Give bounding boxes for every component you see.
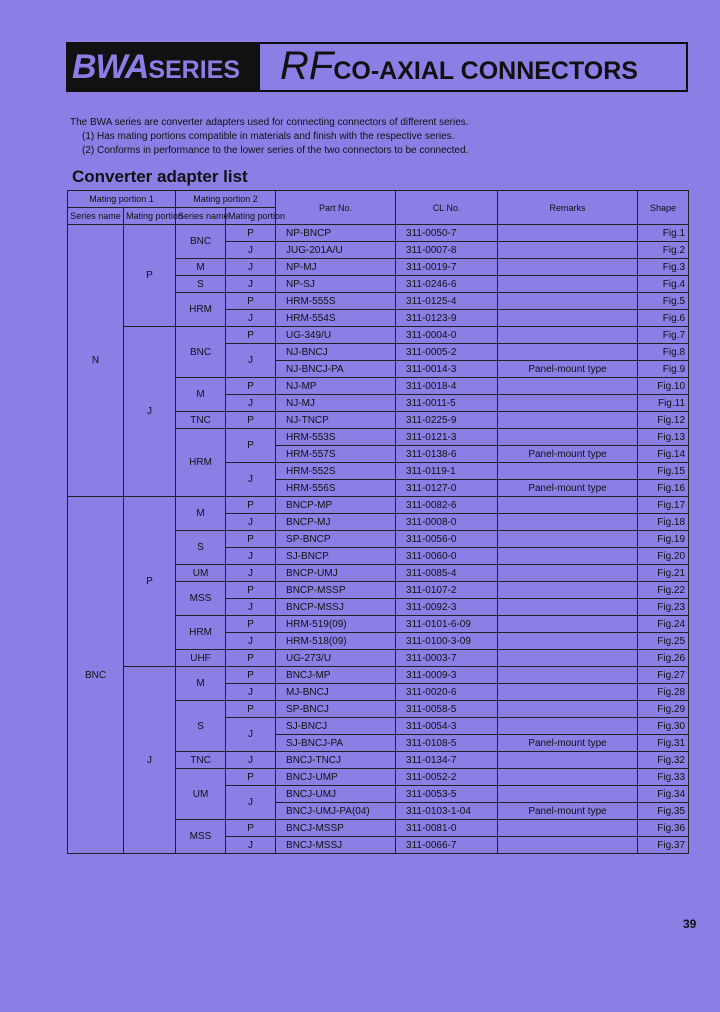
mating-portion-2-cell: J — [226, 242, 276, 259]
part-no-cell: BNCJ-MSSJ — [276, 837, 396, 854]
cl-no-cell: 311-0108-5 — [396, 735, 498, 752]
series-name-2-cell: UHF — [176, 650, 226, 667]
remarks-cell: Panel-mount type — [498, 735, 638, 752]
mating-portion-1-cell: P — [124, 497, 176, 667]
mating-portion-2-cell: P — [226, 769, 276, 786]
cl-no-cell: 311-0121-3 — [396, 429, 498, 446]
shape-cell: Fig.21 — [638, 565, 689, 582]
series-name-2-cell: BNC — [176, 225, 226, 259]
series-name-2-cell: UM — [176, 769, 226, 820]
series-name-2-cell: S — [176, 531, 226, 565]
remarks-cell — [498, 463, 638, 480]
cl-no-cell: 311-0101-6-09 — [396, 616, 498, 633]
part-no-cell: SJ-BNCJ — [276, 718, 396, 735]
cl-no-cell: 311-0107-2 — [396, 582, 498, 599]
remarks-cell — [498, 429, 638, 446]
cl-no-cell: 311-0050-7 — [396, 225, 498, 242]
shape-cell: Fig.18 — [638, 514, 689, 531]
mating-portion-2-cell: J — [226, 786, 276, 820]
shape-cell: Fig.8 — [638, 344, 689, 361]
series-name-2-cell: MSS — [176, 582, 226, 616]
mating-portion-2-cell: J — [226, 633, 276, 650]
cl-no-cell: 311-0009-3 — [396, 667, 498, 684]
cl-no-cell: 311-0007-8 — [396, 242, 498, 259]
shape-cell: Fig.19 — [638, 531, 689, 548]
series-word: SERIES — [148, 56, 241, 84]
remarks-cell — [498, 293, 638, 310]
series-name-1-cell: BNC — [68, 497, 124, 854]
shape-cell: Fig.20 — [638, 548, 689, 565]
header-shape: Shape — [638, 191, 689, 225]
shape-cell: Fig.26 — [638, 650, 689, 667]
series-name-2-cell: HRM — [176, 429, 226, 497]
cl-no-cell: 311-0066-7 — [396, 837, 498, 854]
series-name-2-cell: HRM — [176, 293, 226, 327]
shape-cell: Fig.23 — [638, 599, 689, 616]
shape-cell: Fig.34 — [638, 786, 689, 803]
shape-cell: Fig.11 — [638, 395, 689, 412]
cl-no-cell: 311-0134-7 — [396, 752, 498, 769]
mating-portion-2-cell: J — [226, 310, 276, 327]
mating-portion-2-cell: J — [226, 599, 276, 616]
cl-no-cell: 311-0011-5 — [396, 395, 498, 412]
cl-no-cell: 311-0082-6 — [396, 497, 498, 514]
remarks-cell — [498, 276, 638, 293]
cl-no-cell: 311-0053-5 — [396, 786, 498, 803]
part-no-cell: SJ-BNCP — [276, 548, 396, 565]
intro-item-2: (2) Conforms in performance to the lower series of the two connectors to be connected. — [82, 145, 469, 156]
cl-no-cell: 311-0019-7 — [396, 259, 498, 276]
mating-portion-2-cell: J — [226, 344, 276, 378]
shape-cell: Fig.30 — [638, 718, 689, 735]
header-mating-portion-1: Mating portion 1 — [68, 191, 176, 208]
mating-portion-2-cell: P — [226, 820, 276, 837]
cl-no-cell: 311-0060-0 — [396, 548, 498, 565]
series-name-2-cell: M — [176, 667, 226, 701]
shape-cell: Fig.17 — [638, 497, 689, 514]
shape-cell: Fig.28 — [638, 684, 689, 701]
remarks-cell: Panel-mount type — [498, 361, 638, 378]
rf-label: RF — [280, 44, 334, 88]
shape-cell: Fig.9 — [638, 361, 689, 378]
part-no-cell: BNCJ-UMP — [276, 769, 396, 786]
mating-portion-2-cell: P — [226, 616, 276, 633]
cl-no-cell: 311-0005-2 — [396, 344, 498, 361]
shape-cell: Fig.13 — [638, 429, 689, 446]
shape-cell: Fig.27 — [638, 667, 689, 684]
shape-cell: Fig.5 — [638, 293, 689, 310]
remarks-cell — [498, 344, 638, 361]
header-remarks: Remarks — [498, 191, 638, 225]
cl-no-cell: 311-0052-2 — [396, 769, 498, 786]
part-no-cell: HRM-552S — [276, 463, 396, 480]
part-no-cell: HRM-555S — [276, 293, 396, 310]
cl-no-cell: 311-0058-5 — [396, 701, 498, 718]
shape-cell: Fig.35 — [638, 803, 689, 820]
remarks-cell — [498, 327, 638, 344]
part-no-cell: NP-SJ — [276, 276, 396, 293]
remarks-cell — [498, 412, 638, 429]
product-title — [280, 44, 638, 90]
remarks-cell — [498, 616, 638, 633]
title-rest: CO-AXIAL CONNECTORS — [333, 57, 638, 85]
remarks-cell — [498, 310, 638, 327]
table-row — [68, 667, 689, 684]
shape-cell: Fig.4 — [638, 276, 689, 293]
table-row — [68, 225, 689, 242]
part-no-cell: BNCP-MP — [276, 497, 396, 514]
header-series-name-2: Series name — [176, 208, 226, 225]
shape-cell: Fig.12 — [638, 412, 689, 429]
remarks-cell — [498, 225, 638, 242]
series-name-2-cell: BNC — [176, 327, 226, 378]
cl-no-cell: 311-0092-3 — [396, 599, 498, 616]
series-name-2-cell: MSS — [176, 820, 226, 854]
mating-portion-2-cell: J — [226, 514, 276, 531]
part-no-cell: HRM-519(09) — [276, 616, 396, 633]
cl-no-cell: 311-0004-0 — [396, 327, 498, 344]
part-no-cell: NP-MJ — [276, 259, 396, 276]
mating-portion-2-cell: J — [226, 684, 276, 701]
shape-cell: Fig.14 — [638, 446, 689, 463]
cl-no-cell: 311-0081-0 — [396, 820, 498, 837]
cl-no-cell: 311-0119-1 — [396, 463, 498, 480]
mating-portion-2-cell: P — [226, 582, 276, 599]
shape-cell: Fig.33 — [638, 769, 689, 786]
part-no-cell: BNCJ-UMJ — [276, 786, 396, 803]
shape-cell: Fig.1 — [638, 225, 689, 242]
intro-line: The BWA series are converter adapters used for connecting connectors of different series. — [70, 117, 469, 128]
table-header-row — [68, 191, 689, 208]
cl-no-cell: 311-0123-9 — [396, 310, 498, 327]
remarks-cell — [498, 548, 638, 565]
mating-portion-2-cell: J — [226, 276, 276, 293]
shape-cell: Fig.6 — [638, 310, 689, 327]
title-banner — [66, 42, 688, 92]
part-no-cell: HRM-518(09) — [276, 633, 396, 650]
remarks-cell — [498, 378, 638, 395]
part-no-cell: BNCJ-UMJ-PA(04) — [276, 803, 396, 820]
part-no-cell: NJ-BNCJ — [276, 344, 396, 361]
mating-portion-2-cell: P — [226, 429, 276, 463]
shape-cell: Fig.31 — [638, 735, 689, 752]
mating-portion-2-cell: J — [226, 752, 276, 769]
mating-portion-2-cell: P — [226, 378, 276, 395]
header-mating-portion-2: Mating portion 2 — [176, 191, 276, 208]
part-no-cell: HRM-557S — [276, 446, 396, 463]
part-no-cell: BNCP-MSSJ — [276, 599, 396, 616]
part-no-cell: UG-273/U — [276, 650, 396, 667]
remarks-cell — [498, 531, 638, 548]
intro-text — [70, 116, 469, 158]
cl-no-cell: 311-0085-4 — [396, 565, 498, 582]
mating-portion-2-cell: P — [226, 701, 276, 718]
mating-portion-1-cell: J — [124, 667, 176, 854]
series-name-2-cell: TNC — [176, 412, 226, 429]
remarks-cell — [498, 837, 638, 854]
series-name-2-cell: S — [176, 276, 226, 293]
part-no-cell: NJ-TNCP — [276, 412, 396, 429]
mating-portion-2-cell: J — [226, 565, 276, 582]
cl-no-cell: 311-0103-1-04 — [396, 803, 498, 820]
remarks-cell: Panel-mount type — [498, 803, 638, 820]
mating-portion-2-cell: P — [226, 412, 276, 429]
part-no-cell: BNCP-MJ — [276, 514, 396, 531]
cl-no-cell: 311-0246-6 — [396, 276, 498, 293]
series-name-2-cell: HRM — [176, 616, 226, 650]
part-no-cell: UG-349/U — [276, 327, 396, 344]
mating-portion-2-cell: P — [226, 650, 276, 667]
remarks-cell — [498, 497, 638, 514]
remarks-cell — [498, 599, 638, 616]
shape-cell: Fig.37 — [638, 837, 689, 854]
page-number: 39 — [683, 917, 697, 931]
remarks-cell — [498, 650, 638, 667]
table-row — [68, 327, 689, 344]
remarks-cell — [498, 242, 638, 259]
series-name: BWA — [72, 48, 149, 86]
mating-portion-1-cell: P — [124, 225, 176, 327]
remarks-cell — [498, 565, 638, 582]
mating-portion-2-cell: P — [226, 531, 276, 548]
part-no-cell: NJ-BNCJ-PA — [276, 361, 396, 378]
series-name-2-cell: TNC — [176, 752, 226, 769]
remarks-cell — [498, 633, 638, 650]
remarks-cell — [498, 667, 638, 684]
part-no-cell: HRM-553S — [276, 429, 396, 446]
series-name-2-cell: M — [176, 378, 226, 412]
part-no-cell: NJ-MP — [276, 378, 396, 395]
part-no-cell: MJ-BNCJ — [276, 684, 396, 701]
part-no-cell: BNCJ-MSSP — [276, 820, 396, 837]
part-no-cell: BNCJ-TNCJ — [276, 752, 396, 769]
intro-item-1: (1) Has mating portions compatible in materials and finish with the respective series. — [82, 131, 455, 142]
series-title — [68, 44, 260, 90]
header-cl-no: CL No. — [396, 191, 498, 225]
shape-cell: Fig.3 — [638, 259, 689, 276]
remarks-cell — [498, 752, 638, 769]
part-no-cell: BNCJ-MP — [276, 667, 396, 684]
remarks-cell: Panel-mount type — [498, 446, 638, 463]
series-name-2-cell: M — [176, 497, 226, 531]
cl-no-cell: 311-0020-6 — [396, 684, 498, 701]
shape-cell: Fig.10 — [638, 378, 689, 395]
mating-portion-2-cell: J — [226, 718, 276, 752]
series-name-1-cell: N — [68, 225, 124, 497]
remarks-cell — [498, 701, 638, 718]
mating-portion-2-cell: P — [226, 293, 276, 310]
cl-no-cell: 311-0003-7 — [396, 650, 498, 667]
remarks-cell — [498, 718, 638, 735]
mating-portion-2-cell: J — [226, 548, 276, 565]
part-no-cell: NP-BNCP — [276, 225, 396, 242]
section-title: Converter adapter list — [72, 167, 248, 186]
part-no-cell: JUG-201A/U — [276, 242, 396, 259]
cl-no-cell: 311-0018-4 — [396, 378, 498, 395]
shape-cell: Fig.2 — [638, 242, 689, 259]
series-name-2-cell: S — [176, 701, 226, 752]
shape-cell: Fig.16 — [638, 480, 689, 497]
part-no-cell: BNCP-UMJ — [276, 565, 396, 582]
remarks-cell — [498, 820, 638, 837]
mating-portion-2-cell: P — [226, 327, 276, 344]
mating-portion-2-cell: P — [226, 497, 276, 514]
part-no-cell: SP-BNCJ — [276, 701, 396, 718]
mating-portion-2-cell: P — [226, 667, 276, 684]
shape-cell: Fig.22 — [638, 582, 689, 599]
cl-no-cell: 311-0054-3 — [396, 718, 498, 735]
shape-cell: Fig.7 — [638, 327, 689, 344]
mating-portion-2-cell: J — [226, 259, 276, 276]
cl-no-cell: 311-0125-4 — [396, 293, 498, 310]
shape-cell: Fig.15 — [638, 463, 689, 480]
remarks-cell — [498, 582, 638, 599]
header-series-name-1: Series name — [68, 208, 124, 225]
remarks-cell — [498, 684, 638, 701]
shape-cell: Fig.32 — [638, 752, 689, 769]
part-no-cell: SP-BNCP — [276, 531, 396, 548]
mating-portion-2-cell: J — [226, 463, 276, 497]
series-name-2-cell: M — [176, 259, 226, 276]
part-no-cell: NJ-MJ — [276, 395, 396, 412]
cl-no-cell: 311-0225-9 — [396, 412, 498, 429]
cl-no-cell: 311-0056-0 — [396, 531, 498, 548]
shape-cell: Fig.25 — [638, 633, 689, 650]
part-no-cell: HRM-554S — [276, 310, 396, 327]
cl-no-cell: 311-0100-3-09 — [396, 633, 498, 650]
cl-no-cell: 311-0008-0 — [396, 514, 498, 531]
cl-no-cell: 311-0014-3 — [396, 361, 498, 378]
remarks-cell: Panel-mount type — [498, 480, 638, 497]
mating-portion-1-cell: J — [124, 327, 176, 497]
mating-portion-2-cell: J — [226, 395, 276, 412]
table-body — [68, 225, 689, 854]
mating-portion-2-cell: P — [226, 225, 276, 242]
cl-no-cell: 311-0127-0 — [396, 480, 498, 497]
cl-no-cell: 311-0138-6 — [396, 446, 498, 463]
series-name-2-cell: UM — [176, 565, 226, 582]
remarks-cell — [498, 514, 638, 531]
remarks-cell — [498, 259, 638, 276]
shape-cell: Fig.29 — [638, 701, 689, 718]
header-part-no: Part No. — [276, 191, 396, 225]
part-no-cell: BNCP-MSSP — [276, 582, 396, 599]
adapter-table — [67, 190, 689, 854]
part-no-cell: SJ-BNCJ-PA — [276, 735, 396, 752]
table-row — [68, 497, 689, 514]
part-no-cell: HRM-556S — [276, 480, 396, 497]
shape-cell: Fig.24 — [638, 616, 689, 633]
remarks-cell — [498, 395, 638, 412]
header-mating-portion-1-sub: Mating portion — [124, 208, 176, 225]
shape-cell: Fig.36 — [638, 820, 689, 837]
remarks-cell — [498, 786, 638, 803]
mating-portion-2-cell: J — [226, 837, 276, 854]
header-mating-portion-2-sub: Mating portion — [226, 208, 276, 225]
remarks-cell — [498, 769, 638, 786]
